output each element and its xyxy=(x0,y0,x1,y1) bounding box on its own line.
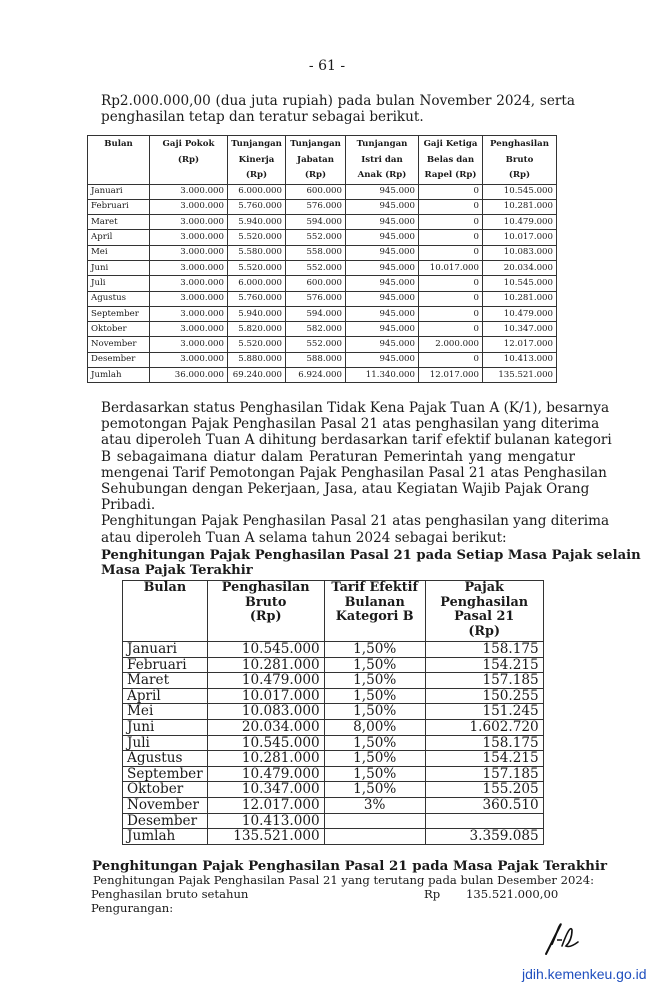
status-paragraph xyxy=(101,400,612,546)
table-cell: 1,50% xyxy=(324,766,425,782)
column-header-line: Tunjangan xyxy=(356,139,408,149)
table-cell: 3.000.000 xyxy=(150,322,228,337)
table-cell: 10.545.000 xyxy=(207,735,324,751)
table-cell: Mei xyxy=(123,704,208,720)
table-cell: 0 xyxy=(419,245,483,260)
table-cell: 3.000.000 xyxy=(150,215,228,230)
table-cell: 10.413.000 xyxy=(483,352,557,367)
total-row xyxy=(88,368,557,383)
column-header-line: Bulan xyxy=(143,580,187,595)
column-header-line: Bruto xyxy=(505,154,534,165)
table-cell: 1,50% xyxy=(324,642,425,658)
table-cell: 1,50% xyxy=(324,782,425,798)
table-cell: 10.083.000 xyxy=(483,245,557,260)
table-row xyxy=(123,688,544,704)
table-cell: 3.000.000 xyxy=(150,245,228,260)
table-row xyxy=(123,704,544,720)
table-cell: April xyxy=(123,688,208,704)
table-cell: 945.000 xyxy=(346,260,419,275)
table-cell: 3.000.000 xyxy=(150,230,228,245)
table-cell: 5.520.000 xyxy=(228,337,286,352)
table-cell: Juli xyxy=(123,735,208,751)
table-cell: September xyxy=(88,306,150,321)
column-header-line: Penghasilan xyxy=(490,139,549,149)
bruto-currency: Rp xyxy=(424,887,441,901)
table-row xyxy=(88,306,557,321)
table-cell: Jumlah xyxy=(123,829,208,845)
column-header-line: Bulan xyxy=(104,139,133,149)
table-cell: Jumlah xyxy=(88,368,150,383)
table-cell: 10.281.000 xyxy=(483,291,557,306)
table-cell: 3.000.000 xyxy=(150,352,228,367)
column-header-line: Istri dan xyxy=(361,154,403,165)
column-header-line: Belas dan xyxy=(426,154,475,165)
table-cell: 10.347.000 xyxy=(483,322,557,337)
table-cell: 20.034.000 xyxy=(207,719,324,735)
column-header xyxy=(419,136,483,185)
table-row xyxy=(88,184,557,199)
table-cell: 10.479.000 xyxy=(483,215,557,230)
table-cell: Januari xyxy=(88,184,150,199)
table-cell: Juli xyxy=(88,276,150,291)
column-header-line: Bulanan xyxy=(344,594,405,610)
table-row xyxy=(88,199,557,214)
column-header-line: Gaji Pokok xyxy=(162,139,215,149)
column-header-line: Penghasilan xyxy=(440,594,529,610)
table-cell: 5.580.000 xyxy=(228,245,286,260)
column-header-line: (Rp) xyxy=(468,623,501,639)
table-cell: 3.000.000 xyxy=(150,306,228,321)
table-cell: 10.413.000 xyxy=(207,813,324,829)
table-cell: 576.000 xyxy=(286,199,346,214)
salary-table xyxy=(87,135,557,383)
table-row xyxy=(88,291,557,306)
column-header-line: Kategori B xyxy=(335,609,414,625)
table-cell: April xyxy=(88,230,150,245)
column-header-line: (Rp) xyxy=(304,170,327,180)
table-cell: 3% xyxy=(324,797,425,813)
table-cell: 1,50% xyxy=(324,735,425,751)
table-cell: 3.000.000 xyxy=(150,291,228,306)
table-cell: 10.017.000 xyxy=(419,260,483,275)
table-row xyxy=(123,751,544,767)
table-cell: 20.034.000 xyxy=(483,260,557,275)
paragraph-line: Berdasarkan status Penghasilan Tidak Kena Pajak Tuan A (K/1), besarnya xyxy=(101,400,610,416)
column-header xyxy=(483,136,557,185)
table-cell xyxy=(324,829,425,845)
table-row xyxy=(123,797,544,813)
table-cell: 12.017.000 xyxy=(419,368,483,383)
table-row xyxy=(88,352,557,367)
table-row xyxy=(88,260,557,275)
page-number: - 61 - xyxy=(308,58,346,74)
table-cell: 10.017.000 xyxy=(483,230,557,245)
column-header-line: (Rp) xyxy=(508,170,531,180)
jdih-link[interactable]: jdih.kemenkeu.go.id xyxy=(522,966,647,982)
table-cell: Mei xyxy=(88,245,150,260)
pengurangan-label: Pengurangan: xyxy=(91,901,174,915)
table-cell: November xyxy=(88,337,150,352)
table-cell: 552.000 xyxy=(286,260,346,275)
table-cell: Agustus xyxy=(123,751,208,767)
table-cell: 10.083.000 xyxy=(207,704,324,720)
table-cell: 1,50% xyxy=(324,673,425,689)
bruto-value: 135.521.000,00 xyxy=(466,887,559,901)
column-header xyxy=(228,136,286,185)
table-row xyxy=(88,322,557,337)
table-header-row xyxy=(88,136,557,185)
table-cell: Maret xyxy=(123,673,208,689)
table-cell: 10.017.000 xyxy=(207,688,324,704)
total-row xyxy=(123,829,544,845)
table-cell: 3.000.000 xyxy=(150,199,228,214)
table-cell: 69.240.000 xyxy=(228,368,286,383)
table-cell: 154.215 xyxy=(425,657,543,673)
table-cell: 600.000 xyxy=(286,184,346,199)
column-header-line: (Rp) xyxy=(249,609,282,625)
table-cell: 158.175 xyxy=(425,735,543,751)
table-cell: 135.521.000 xyxy=(483,368,557,383)
table-cell: 588.000 xyxy=(286,352,346,367)
table-row xyxy=(123,782,544,798)
column-header-line: Pasal 21 xyxy=(454,609,515,625)
table-cell: Oktober xyxy=(123,782,208,798)
table-cell: 360.510 xyxy=(425,797,543,813)
table-cell: 576.000 xyxy=(286,291,346,306)
table-cell: 6.000.000 xyxy=(228,276,286,291)
table-row xyxy=(88,215,557,230)
table-cell: 558.000 xyxy=(286,245,346,260)
table-cell: 10.281.000 xyxy=(207,751,324,767)
table-cell: 945.000 xyxy=(346,230,419,245)
column-header-line: Tunjangan xyxy=(290,139,341,149)
table-cell: 1,50% xyxy=(324,704,425,720)
table-cell: 2.000.000 xyxy=(419,337,483,352)
table-cell: 154.215 xyxy=(425,751,543,767)
table-row xyxy=(88,230,557,245)
table-cell: Januari xyxy=(123,642,208,658)
table-row xyxy=(88,276,557,291)
paragraph-line: Pribadi. xyxy=(101,497,156,514)
table-cell: 8,00% xyxy=(324,719,425,735)
table-cell: 3.000.000 xyxy=(150,337,228,352)
table-cell: 945.000 xyxy=(346,306,419,321)
table-cell: 3.000.000 xyxy=(150,184,228,199)
table-cell: November xyxy=(123,797,208,813)
paragraph-line: pemotongan Pajak Penghasilan Pasal 21 atas penghasilan yang diterima xyxy=(101,416,600,433)
table-cell: 600.000 xyxy=(286,276,346,291)
table-cell: 945.000 xyxy=(346,184,419,199)
table-cell: 582.000 xyxy=(286,322,346,337)
column-header-line: Penghasilan xyxy=(221,580,310,595)
table-cell: 0 xyxy=(419,230,483,245)
bruto-label: Penghasilan bruto setahun xyxy=(91,887,249,901)
table-cell xyxy=(425,813,543,829)
table-cell: Maret xyxy=(88,215,150,230)
table-row xyxy=(123,813,544,829)
table-cell: 552.000 xyxy=(286,337,346,352)
heading-line: Penghitungan Pajak Penghasilan Pasal 21 pada Setiap Masa Pajak selain xyxy=(101,548,641,563)
table-cell: 10.281.000 xyxy=(207,657,324,673)
table-cell: 5.520.000 xyxy=(228,230,286,245)
table-cell: 0 xyxy=(419,215,483,230)
table-cell: 36.000.000 xyxy=(150,368,228,383)
table-cell: 12.017.000 xyxy=(207,797,324,813)
table-cell xyxy=(324,813,425,829)
section-heading-final: Penghitungan Pajak Penghasilan Pasal 21 pada Masa Pajak Terakhir xyxy=(92,858,608,874)
column-header-line: Kinerja xyxy=(238,154,275,165)
column-header-line: Rapel (Rp) xyxy=(424,170,477,180)
table-cell: Desember xyxy=(123,813,208,829)
table-cell: 945.000 xyxy=(346,245,419,260)
heading-line: Masa Pajak Terakhir xyxy=(101,562,253,578)
table-row xyxy=(123,673,544,689)
table-cell: September xyxy=(123,766,208,782)
table-row xyxy=(123,657,544,673)
table-cell: 3.000.000 xyxy=(150,276,228,291)
table-cell: 594.000 xyxy=(286,215,346,230)
table-cell: 0 xyxy=(419,276,483,291)
table-cell: 158.175 xyxy=(425,642,543,658)
table-cell: 157.185 xyxy=(425,673,543,689)
table-cell: 155.205 xyxy=(425,782,543,798)
column-header-line: Bruto xyxy=(245,594,287,610)
table-cell: 945.000 xyxy=(346,337,419,352)
table-cell: 135.521.000 xyxy=(207,829,324,845)
table-cell: 1.602.720 xyxy=(425,719,543,735)
table-cell: 5.760.000 xyxy=(228,291,286,306)
table-cell: 1,50% xyxy=(324,657,425,673)
table-header-row xyxy=(123,581,544,642)
paragraph-line: mengenai Tarif Pemotongan Pajak Penghasilan Pasal 21 atas Penghasilan xyxy=(101,464,607,481)
table-cell: 5.880.000 xyxy=(228,352,286,367)
table-cell: Februari xyxy=(88,199,150,214)
table-cell: 157.185 xyxy=(425,766,543,782)
table-cell: 11.340.000 xyxy=(346,368,419,383)
table-cell: 3.000.000 xyxy=(150,260,228,275)
table-cell: 594.000 xyxy=(286,306,346,321)
table-cell: 10.479.000 xyxy=(483,306,557,321)
table-cell: 0 xyxy=(419,199,483,214)
table-cell: 10.545.000 xyxy=(483,184,557,199)
column-header-line: Jabatan xyxy=(297,154,334,165)
column-header-line: Anak (Rp) xyxy=(357,170,407,180)
table-cell: 10.347.000 xyxy=(207,782,324,798)
table-cell: 945.000 xyxy=(346,322,419,337)
table-cell: 10.479.000 xyxy=(207,766,324,782)
paragraph-line: atau diperoleh Tuan A selama tahun 2024 sebagai berikut: xyxy=(101,529,507,546)
paragraph-line: atau diperoleh Tuan A dihitung berdasarkan tarif efektif bulanan kategori xyxy=(101,432,612,449)
table-cell: 10.545.000 xyxy=(483,276,557,291)
table-cell: 945.000 xyxy=(346,352,419,367)
table-cell: 6.000.000 xyxy=(228,184,286,199)
column-header-line: (Rp) xyxy=(177,154,200,165)
table-cell: 0 xyxy=(419,306,483,321)
tax-calculation-table xyxy=(122,580,544,845)
table-cell: 0 xyxy=(419,322,483,337)
table-cell: 5.760.000 xyxy=(228,199,286,214)
paragraph-line: Penghitungan Pajak Penghasilan Pasal 21 atas penghasilan yang diterima xyxy=(101,513,610,530)
table-row xyxy=(123,642,544,658)
table-cell: 945.000 xyxy=(346,215,419,230)
table-cell: 151.245 xyxy=(425,704,543,720)
table-cell: 1,50% xyxy=(324,751,425,767)
table-cell: 945.000 xyxy=(346,276,419,291)
column-header-line: Tarif Efektif xyxy=(331,580,419,595)
column-header-line: Pajak xyxy=(464,580,504,595)
column-header-line: (Rp) xyxy=(245,170,268,180)
table-cell: 0 xyxy=(419,184,483,199)
column-header xyxy=(207,581,324,642)
table-cell: 3.359.085 xyxy=(425,829,543,845)
table-cell: Februari xyxy=(123,657,208,673)
table-cell: 5.520.000 xyxy=(228,260,286,275)
table-cell: Desember xyxy=(88,352,150,367)
intro-paragraph xyxy=(101,93,575,125)
column-header xyxy=(150,136,228,185)
table-cell: 0 xyxy=(419,291,483,306)
table-cell: 150.255 xyxy=(425,688,543,704)
table-cell: 10.479.000 xyxy=(207,673,324,689)
table-cell: 5.820.000 xyxy=(228,322,286,337)
table-row xyxy=(88,337,557,352)
table-row xyxy=(123,735,544,751)
table-row xyxy=(123,719,544,735)
table-cell: 1,50% xyxy=(324,688,425,704)
table-cell: 10.281.000 xyxy=(483,199,557,214)
table-row xyxy=(123,766,544,782)
table-cell: Juni xyxy=(123,719,208,735)
paragraph-line: B sebagaimana diatur dalam Peraturan Pemerintah yang mengatur xyxy=(101,448,575,465)
column-header xyxy=(286,136,346,185)
column-header-line: Tunjangan xyxy=(231,139,282,149)
paragraph-line: Sehubungan dengan Pekerjaan, Jasa, atau Kegiatan Wajib Pajak Orang xyxy=(101,481,590,498)
column-header xyxy=(88,136,150,185)
column-header xyxy=(324,581,425,642)
intro-line: penghasilan tetap dan teratur sebagai berikut. xyxy=(101,109,424,126)
intro-line: Rp2.000.000,00 (dua juta rupiah) pada bulan November 2024, serta xyxy=(101,93,575,109)
table-row xyxy=(88,245,557,260)
table-cell: Oktober xyxy=(88,322,150,337)
column-header xyxy=(425,581,543,642)
table-cell: 945.000 xyxy=(346,291,419,306)
table-cell: 5.940.000 xyxy=(228,306,286,321)
table-cell: 552.000 xyxy=(286,230,346,245)
table-cell: 945.000 xyxy=(346,199,419,214)
column-header xyxy=(346,136,419,185)
table-cell: 0 xyxy=(419,352,483,367)
table-cell: Juni xyxy=(88,260,150,275)
column-header-line: Gaji Ketiga xyxy=(423,139,478,149)
table-cell: Agustus xyxy=(88,291,150,306)
column-header xyxy=(123,581,208,642)
signature-icon xyxy=(540,918,590,958)
table-cell: 5.940.000 xyxy=(228,215,286,230)
table-cell: 6.924.000 xyxy=(286,368,346,383)
final-subtitle: Penghitungan Pajak Penghasilan Pasal 21 yang terutang pada bulan Desember 2024: xyxy=(93,873,595,887)
table-cell: 12.017.000 xyxy=(483,337,557,352)
table-cell: 10.545.000 xyxy=(207,642,324,658)
section-heading-monthly xyxy=(101,548,641,578)
